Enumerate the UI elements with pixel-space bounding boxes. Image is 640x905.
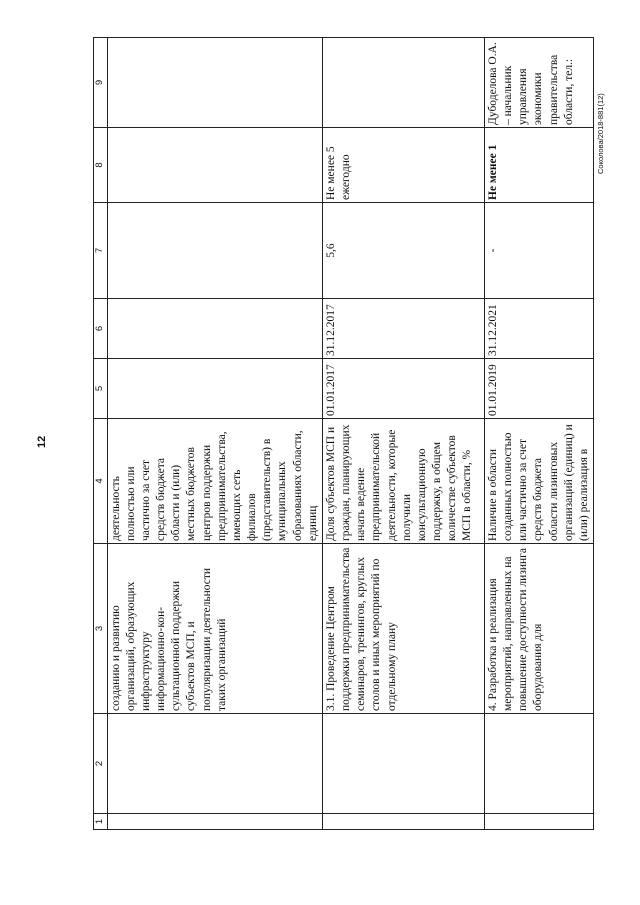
table-cell: созданию и развитию организаций, образующих инфраструктуру информационно-кон-сультационной поддержки субъектов МСП, и популяризации деятельности таких организаций bbox=[107, 544, 322, 714]
table-cell: 4. Разработка и реализация мероприятий, направленных на повышение доступности лизинга оборудования для bbox=[484, 544, 593, 714]
table-cell: Доля субъектов МСП и граждан, планирующих начать ведение предпринимательской деятельности, которые получили консультационную поддержку, в общем количестве субъектов МСП в области, % bbox=[322, 419, 484, 544]
table-wrapper bbox=[93, 38, 588, 830]
table-cell bbox=[107, 714, 322, 814]
column-number: 6 bbox=[94, 299, 108, 359]
column-number-row bbox=[94, 38, 108, 830]
table-cell bbox=[484, 714, 593, 814]
table-cell bbox=[107, 38, 322, 128]
page-number: 12 bbox=[36, 435, 48, 448]
table-cell: 31.12.2021 bbox=[484, 299, 593, 359]
table-cell bbox=[107, 203, 322, 299]
column-number: 3 bbox=[94, 544, 108, 714]
column-number: 1 bbox=[94, 814, 108, 830]
table-cell bbox=[107, 359, 322, 419]
table-cell: 5,6 bbox=[322, 203, 484, 299]
program-table bbox=[93, 37, 594, 830]
document-code: Соколова/2018-881(12) bbox=[596, 93, 605, 174]
table-cell bbox=[322, 814, 484, 830]
table-cell bbox=[107, 128, 322, 203]
table-cell: 01.01.2017 bbox=[322, 359, 484, 419]
table-cell: деятельность полностью или частично за счет средств бюджета области и (или) местных бюджетов центров поддержки предпринимательства, имеющих сеть филиалов (представительств) в муниципальных образованиях области, единиц bbox=[107, 419, 322, 544]
table-row bbox=[322, 38, 484, 830]
table-cell bbox=[322, 714, 484, 814]
table-cell bbox=[107, 814, 322, 830]
table-cell: - bbox=[484, 203, 593, 299]
column-number: 2 bbox=[94, 714, 108, 814]
table-cell bbox=[484, 814, 593, 830]
table-row bbox=[484, 38, 593, 830]
column-number: 4 bbox=[94, 419, 108, 544]
table-row bbox=[107, 38, 322, 830]
table-cell: Не менее 1 bbox=[484, 128, 593, 203]
column-number: 7 bbox=[94, 203, 108, 299]
table-cell: Дубоделова О.А. – начальник управления экономики правительства области, тел.: bbox=[484, 38, 593, 128]
column-number: 8 bbox=[94, 128, 108, 203]
table-cell: 01.01.2019 bbox=[484, 359, 593, 419]
column-number: 9 bbox=[94, 38, 108, 128]
table-cell: Наличие в области созданных полностью или частично за счет средств бюджета области лизинговых организаций (единиц) и (или) реализация в bbox=[484, 419, 593, 544]
table-cell: 3.1. Проведение Центром поддержки предпринимательства семинаров, тренингов, круглых столов и иных мероприятий по отдельному плану bbox=[322, 544, 484, 714]
table-cell bbox=[322, 38, 484, 128]
table-cell: Не менее 5 ежегодно bbox=[322, 128, 484, 203]
table-cell: 31.12.2017 bbox=[322, 299, 484, 359]
column-number: 5 bbox=[94, 359, 108, 419]
table-cell bbox=[107, 299, 322, 359]
